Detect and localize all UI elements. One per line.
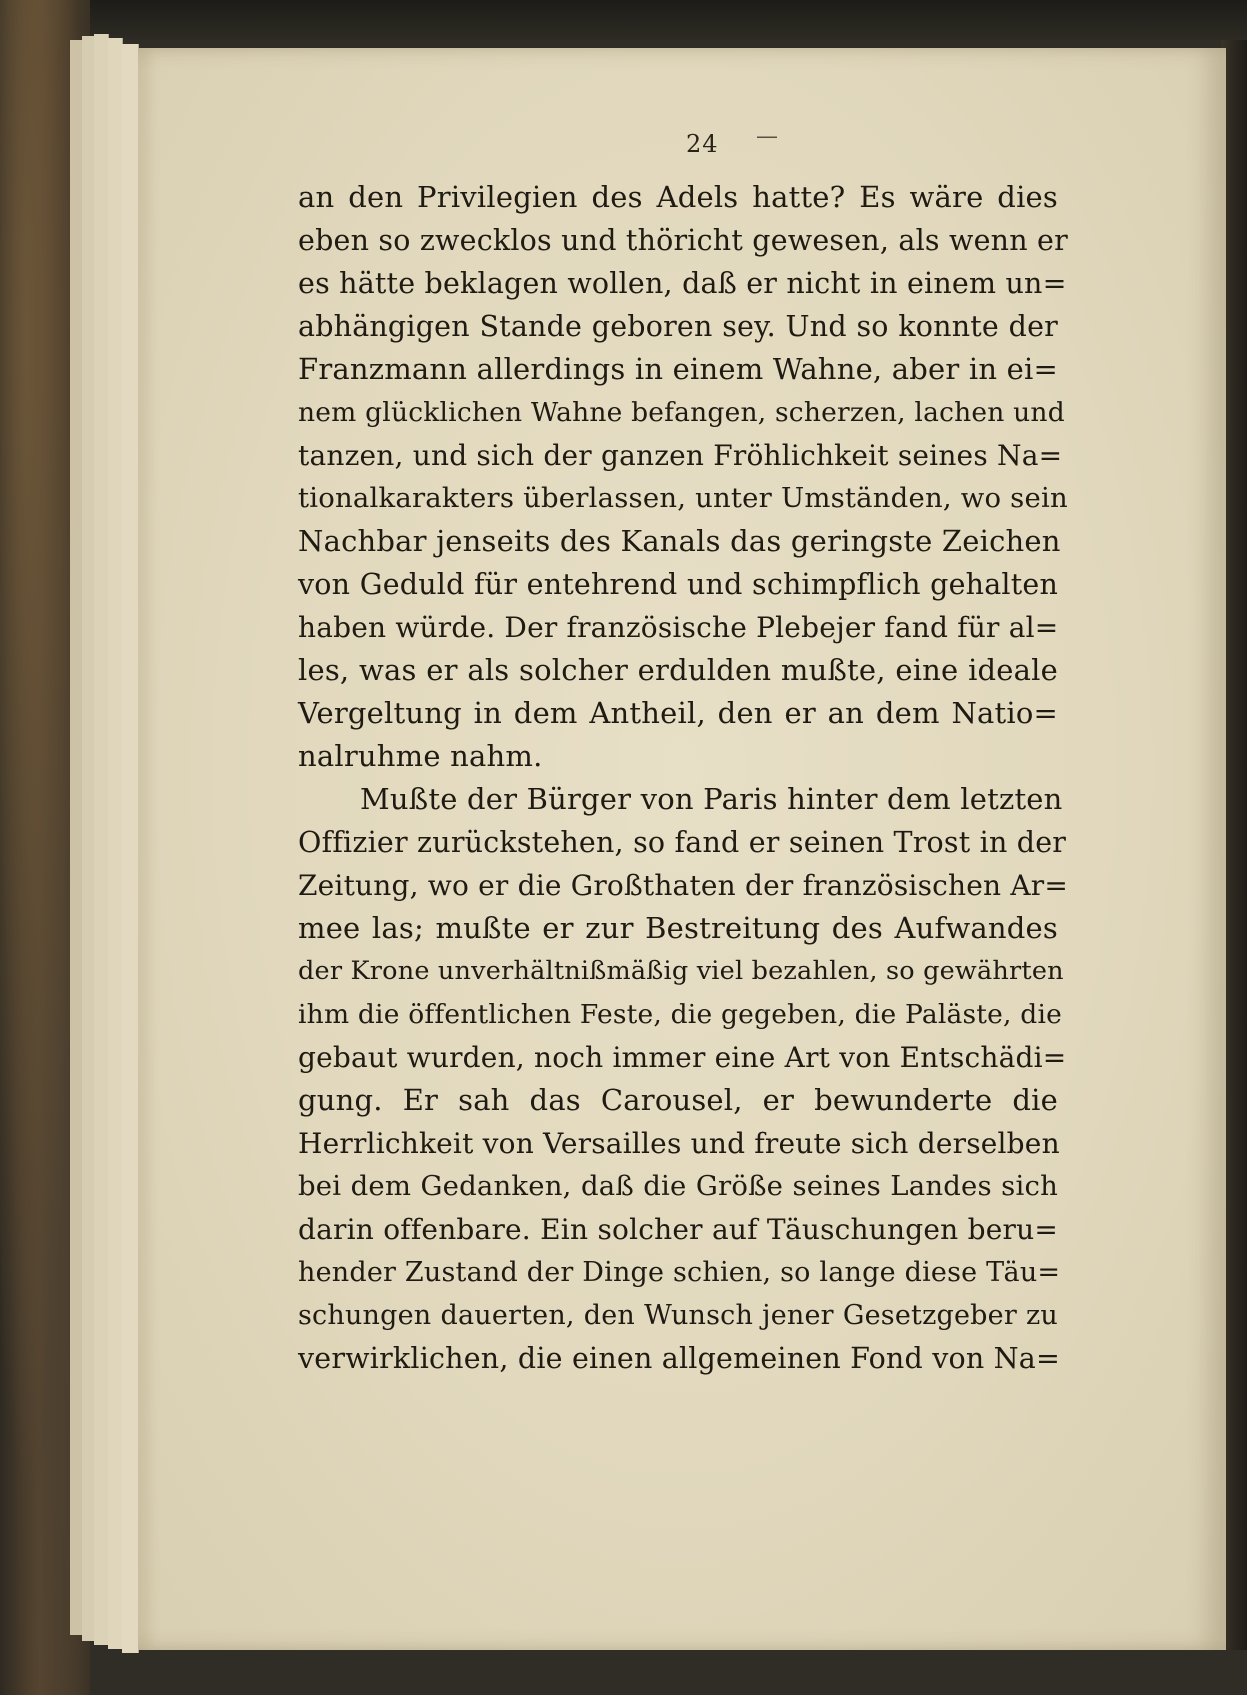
book-page xyxy=(138,48,1226,1650)
text-line: eben so zwecklos und thöricht gewesen, als wenn er xyxy=(298,224,1068,257)
text-line: Offizier zurückstehen, so fand er seinen Trost in der xyxy=(298,826,1067,859)
text-line: mee las; mußte er zur Bestreitung des Aufwandes xyxy=(298,911,1058,945)
text-line: bei dem Gedanken, daß die Größe seines Landes sich xyxy=(298,1170,1058,1202)
text-line: gebaut wurden, noch immer eine Art von Entschädi= xyxy=(298,1041,1067,1074)
text-line: darin offenbare. Ein solcher auf Täuschungen beru= xyxy=(298,1213,1058,1246)
page-edge xyxy=(94,34,109,1645)
text-line: von Geduld für entehrend und schimpflich gehalten xyxy=(298,568,1058,601)
body-text xyxy=(298,176,1069,1380)
text-line: gung. Er sah das Carousel, er bewunderte die xyxy=(298,1083,1058,1117)
text-line: hender Zustand der Dinge schien, so lange diese Täu= xyxy=(298,1257,1061,1288)
text-line: abhängigen Stande geboren sey. Und so konnte der xyxy=(298,310,1058,343)
text-line: haben würde. Der französische Plebejer fand für al= xyxy=(298,611,1059,644)
page-edge xyxy=(108,38,123,1649)
page-number-mark: — xyxy=(756,124,778,149)
text-line: nalruhme nahm. xyxy=(298,739,543,773)
book-cover-top xyxy=(0,0,1247,40)
text-line: ihm die öffentlichen Feste, die gegeben, die Paläste, die xyxy=(298,999,1062,1030)
text-line: Mußte der Bürger von Paris hinter dem letzten xyxy=(360,782,1063,816)
text-line: es hätte beklagen wollen, daß er nicht in einem un= xyxy=(298,267,1067,300)
text-line: nem glücklichen Wahne befangen, scherzen, lachen und xyxy=(298,397,1065,428)
text-line: les, was er als solcher erdulden mußte, eine ideale xyxy=(298,653,1058,687)
text-line: Zeitung, wo er die Großthaten der französischen Ar= xyxy=(298,869,1069,902)
page-number: 24 xyxy=(686,130,719,158)
text-line: Nachbar jenseits des Kanals das geringste Zeichen xyxy=(298,524,1061,558)
text-line: tionalkarakters überlassen, unter Umständen, wo sein xyxy=(298,482,1068,514)
text-line: der Krone unverhältnißmäßig viel bezahlen, so gewährten xyxy=(298,956,1064,986)
text-line: Vergeltung in dem Antheil, den er an dem Natio= xyxy=(298,696,1058,730)
text-line: schungen dauerten, den Wunsch jener Gesetzgeber zu xyxy=(298,1300,1058,1331)
text-line: verwirklichen, die einen allgemeinen Fond von Na= xyxy=(298,1342,1061,1375)
text-line: tanzen, und sich der ganzen Fröhlichkeit seines Na= xyxy=(298,439,1063,472)
text-line: Herrlichkeit von Versailles und freute sich derselben xyxy=(298,1127,1060,1160)
page-edge xyxy=(122,44,139,1653)
text-line: an den Privilegien des Adels hatte? Es wäre dies xyxy=(298,180,1058,214)
text-line: Franzmann allerdings in einem Wahne, aber in ei= xyxy=(298,352,1058,386)
